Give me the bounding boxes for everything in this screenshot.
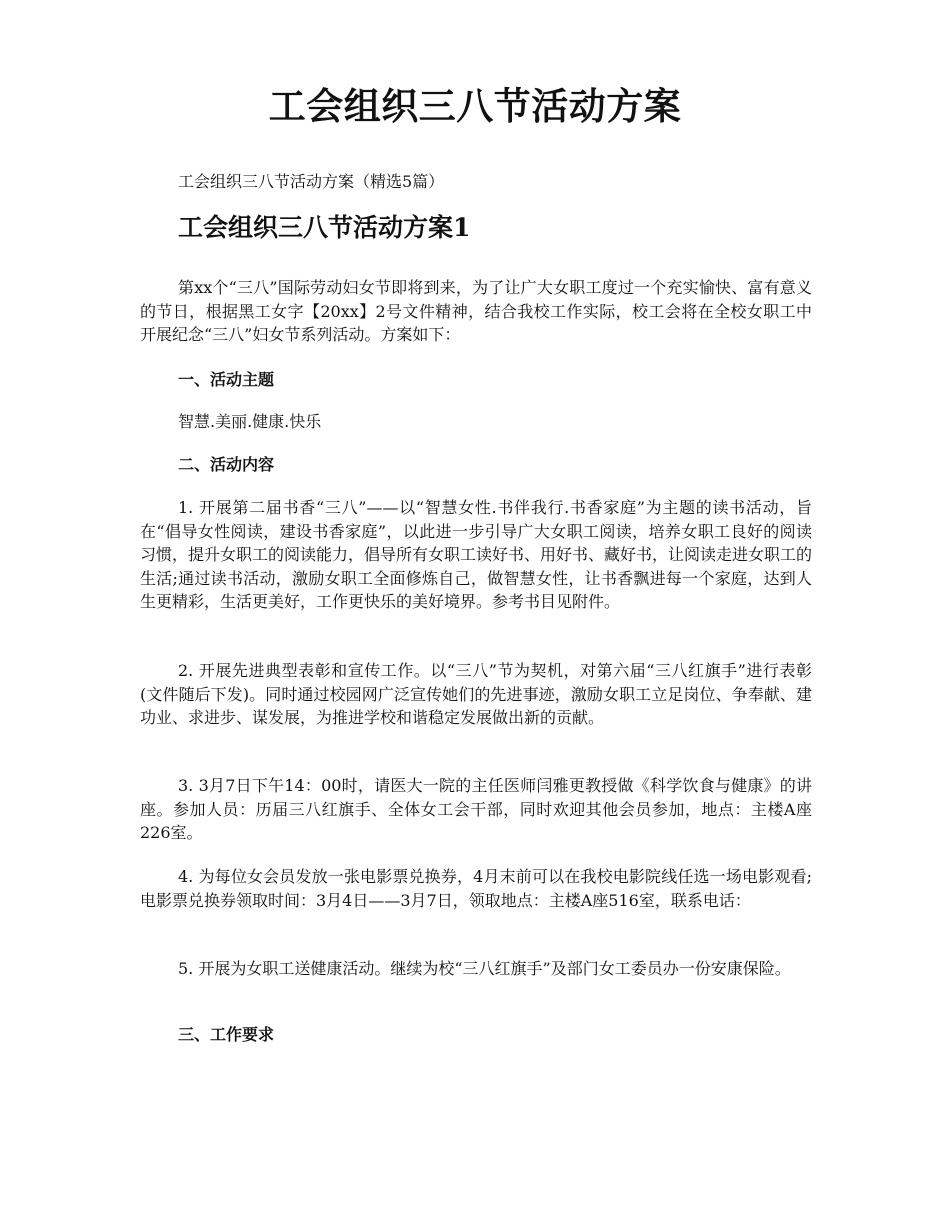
section-title-theme: 一、活动主题 [178, 370, 275, 389]
document-subtitle: 工会组织三八节活动方案（精选5篇） [178, 172, 445, 191]
content-item-3: 3. 3月7日下午14：00时，请医大一院的主任医师闫雅更教授做《科学饮食与健康》的讲座。参加人员：历届三八红旗手、全体女工会干部，同时欢迎其他会员参加，地点：主楼A座226室。 [140, 776, 812, 842]
content-item-1: 1. 开展第二届书香“三八”——以“智慧女性.书伴我行.书香家庭”为主题的读书活动，旨在“倡导女性阅读，建设书香家庭”，以此进一步引导广大女职工阅读，培养女职工良好的阅读习惯，提升女职工的阅读能力，倡导所有女职工读好书、用好书、藏好书，让阅读走进女职工的生活;通过读书活动，激励女职工全面修炼自己，做智慧女性，让书香飘进每一个家庭，达到人生更精彩，生活更美好，工作更快乐的美好境界。参考书目见附件。 [140, 498, 813, 611]
content-item-4: 4. 为每位女会员发放一张电影票兑换券，4月末前可以在我校电影院线任选一场电影观看;电影票兑换券领取时间：3月4日——3月7日，领取地点：主楼A座516室，联系电话： [140, 867, 812, 910]
section-title-content: 二、活动内容 [178, 455, 275, 474]
document-title: 工会组织三八节活动方案 [268, 84, 682, 128]
content-item-2: 2. 开展先进典型表彰和宣传工作。以“三八”节为契机，对第六届“三八红旗手”进行表彰(文件随后下发)。同时通过校园网广泛宣传她们的先进事迹，激励女职工立足岗位、争奉献、建功业、求进步、谋发展，为推进学校和谐稳定发展做出新的贡献。 [140, 661, 812, 727]
section-title-requirements: 三、工作要求 [178, 1025, 275, 1044]
content-item-5: 5. 开展为女职工送健康活动。继续为校“三八红旗手”及部门女工委员办一份安康保险。 [178, 959, 791, 978]
theme-text: 智慧.美丽.健康.快乐 [178, 412, 322, 431]
plan-heading: 工会组织三八节活动方案1 [178, 213, 471, 242]
intro-paragraph: 第xx个“三八”国际劳动妇女节即将到来，为了让广大女职工度过一个充实愉快、富有意义的节日，根据黑工女字【20xx】2号文件精神，结合我校工作实际，校工会将在全校女职工中开展纪念“三八”妇女节系列活动。方案如下： [140, 278, 812, 344]
